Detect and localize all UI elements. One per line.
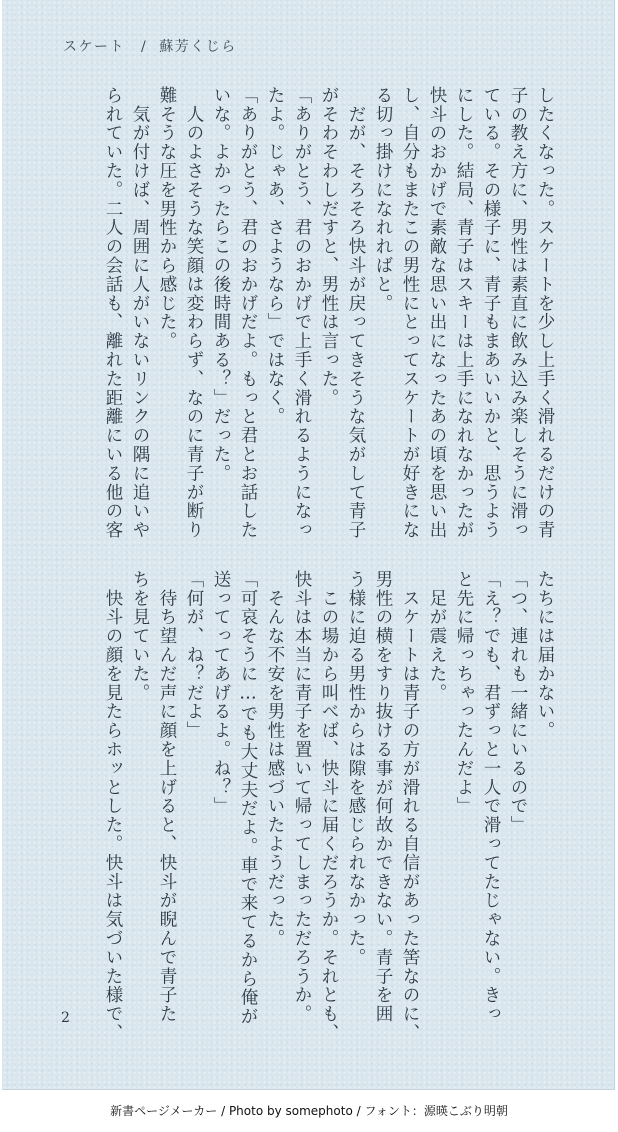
text-column: られていた。二人の会話も、離れた距離にいる他の客	[103, 86, 123, 540]
text-column: 快斗は本当に青子を置いて帰ってしまっただろうか。	[292, 570, 312, 1024]
text-column: 「つ、連れも一緒にいるので」	[508, 570, 528, 835]
text-column: 快斗の顔を見たらホッとした。快斗は気づいた様で、	[103, 570, 123, 1043]
text-column: ている。その様子に、青子もまあいいかと、思うよう	[481, 86, 501, 540]
header-separator: /	[141, 39, 148, 55]
text-column: 足が震えた。	[427, 570, 447, 703]
text-column: 「何が、ね？だよ」	[184, 570, 204, 741]
text-column: と先に帰っちゃったんだよ」	[454, 570, 474, 816]
text-column: にした。結局、青子はスキーは上手になれなかったが	[454, 86, 474, 540]
text-column: ちを見ていた。	[130, 570, 150, 703]
text-column: 待ち望んだ声に顔を上げると、快斗が睨んで青子た	[157, 570, 177, 1024]
text-column: 男性の横をすり抜ける事が何故かできない。青子を囲	[373, 570, 393, 1024]
text-column: る切っ掛けになれればと。	[373, 86, 393, 313]
text-column: だが、そろそろ快斗が戻ってきそうな気がして青子	[346, 86, 366, 540]
text-column: 気が付けば、周囲に人がいないリンクの隅に追いや	[130, 86, 150, 540]
text-column: 送ってってあげるよ。ね？」	[211, 570, 231, 816]
page-number: 2	[61, 1010, 70, 1026]
story-title: スケート	[63, 39, 125, 55]
text-column: 子の教え方に、男性は素直に飲み込み楽しそうに滑っ	[508, 86, 528, 540]
text-column: 「ありがとう、君のおかげだよ。もっと君とお話した	[238, 86, 258, 540]
text-column: たよ。じゃあ、さようなら」ではなく。	[265, 86, 285, 427]
text-column: 「ありがとう、君のおかげで上手く滑れるようになっ	[292, 86, 312, 540]
text-column: この場から叫べば、快斗に届くだろうか。それとも、	[319, 570, 339, 1043]
text-column: そんな不安を男性は感づいたようだった。	[265, 570, 285, 948]
text-column: 「可哀そうに…でも大丈夫だよ。車で来てるから俺が	[238, 570, 258, 1027]
text-column: たちには届かない。	[535, 570, 555, 741]
text-column: 快斗のおかげで素敵な思い出になったあの頃を思い出	[427, 86, 447, 540]
text-column: 「え？でも、君ずっと一人で滑ってたじゃない。きっ	[481, 570, 501, 1024]
author-name: 蘇芳くじら	[159, 39, 237, 55]
body-text	[2, 0, 615, 1090]
text-column: 難そうな圧を男性から感じた。	[157, 86, 177, 351]
text-column: 人のよさそうな笑顔は変わらず、なのに青子が断り	[184, 86, 204, 540]
book-page	[2, 0, 615, 1090]
text-column: したくなった。スケートを少し上手く滑れるだけの青	[535, 86, 555, 540]
text-column: スケートは青子の方が滑れる自信があった筈なのに、	[400, 570, 420, 1043]
text-column: がそわそわしだすと、男性は言った。	[319, 86, 339, 408]
text-column: し、自分もまたこの男性にとってスケートが好きにな	[400, 86, 420, 540]
text-column: う様に迫る男性からは隙を感じられなかった。	[346, 570, 366, 967]
text-column: いな。よかったらこの後時間ある？」だった。	[211, 86, 231, 483]
credit-line: 新書ページメーカー / Photo by somephoto / フォント：源暎こぶり明朝	[110, 1104, 508, 1118]
